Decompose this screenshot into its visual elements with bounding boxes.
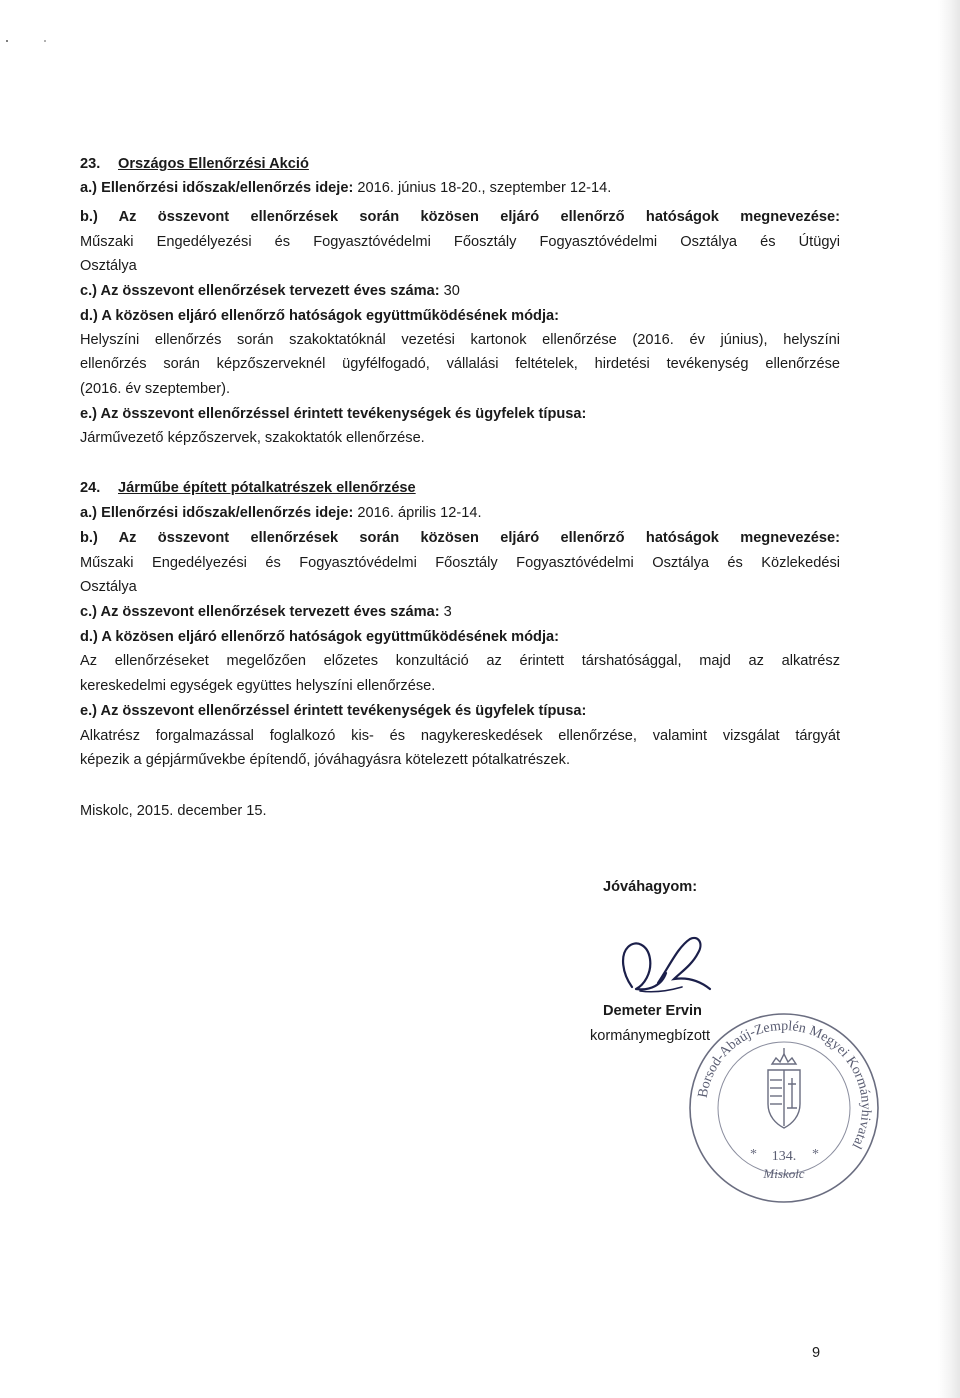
approval-label: Jóváhagyom: xyxy=(603,879,698,895)
section-23-b-value: Osztálya xyxy=(80,258,137,274)
section-23-a xyxy=(80,178,611,198)
item-label: a.) Ellenőrzési időszak/ellenőrzés ideje: xyxy=(80,180,354,196)
section-24-b-label: b.) Az összevont ellenőrzések során közösen eljáró ellenőrző hatóságok megnevezése: xyxy=(80,530,840,546)
section-23-e-value: Járművezető képzőszervek, szakoktatók ellenőrzése. xyxy=(80,430,425,446)
item-label: c.) Az összevont ellenőrzések tervezett éves száma: xyxy=(80,604,440,620)
signer-name: Demeter Ervin xyxy=(603,1003,702,1019)
stamp-star-icon: * xyxy=(812,1147,819,1162)
section-24-d-label: d.) A közösen eljáró ellenőrző hatóságok együttműködésének módja: xyxy=(80,629,559,645)
handwritten-signature xyxy=(610,925,730,1005)
item-label: c.) Az összevont ellenőrzések tervezett éves száma: xyxy=(80,283,440,299)
section-title: Országos Ellenőrzési Akció xyxy=(118,156,309,172)
section-title: Járműbe épített pótalkatrészek ellenőrzése xyxy=(118,480,416,496)
signer-title: kormánymegbízott xyxy=(590,1028,711,1044)
section-24-e-value: Alkatrész forgalmazással foglalkozó kis- és nagykereskedések ellenőrzése, valamint vizsgálat tárgyát xyxy=(80,728,840,744)
section-24-c xyxy=(80,602,452,622)
coat-of-arms-icon xyxy=(768,1048,800,1128)
item-value: 30 xyxy=(439,283,460,299)
section-24-heading xyxy=(80,478,416,498)
stamp-star-icon: * xyxy=(750,1147,757,1162)
section-number: 23. xyxy=(80,156,101,172)
section-23-b-label: b.) Az összevont ellenőrzések során közösen eljáró ellenőrző hatóságok megnevezése: xyxy=(80,209,840,225)
item-value: 2016. június 18-20., szeptember 12-14. xyxy=(353,180,612,196)
section-24-e-label: e.) Az összevont ellenőrzéssel érintett tevékenységek és ügyfelek típusa: xyxy=(80,703,587,719)
section-23-d-value: ellenőrzés során képzőszerveknél ügyfélfogadó, vállalási feltételek, hirdetési tevékenység ellenőrzése xyxy=(80,356,840,372)
scan-speck xyxy=(6,40,8,42)
section-23-d-value: (2016. év szeptember). xyxy=(80,381,231,397)
scan-speck xyxy=(44,40,46,42)
section-23-d-value: Helyszíni ellenőrzés során szakoktatóknál vezetési kartonok ellenőrzése (2016. év június), helyszíni xyxy=(80,332,840,348)
scan-edge-shadow xyxy=(938,0,960,1398)
place-date: Miskolc, 2015. december 15. xyxy=(80,803,267,819)
section-24-d-value: kereskedelmi egységek együttes helyszíni ellenőrzése. xyxy=(80,678,436,694)
section-23-d-label: d.) A közösen eljáró ellenőrző hatóságok együttműködésének módja: xyxy=(80,308,559,324)
stamp-ring-text: Borsod-Abaúj-Zemplén Megyei Kormányhivatal xyxy=(695,1018,874,1152)
section-23-c xyxy=(80,281,460,301)
official-stamp xyxy=(684,1008,884,1208)
section-24-d-value: Az ellenőrzéseket megelőzően előzetes konzultáció az érintett társhatósággal, majd az alkatrész xyxy=(80,653,840,669)
section-23-b-value: Műszaki Engedélyezési és Fogyasztóvédelmi Főosztály Fogyasztóvédelmi Osztálya és Útügyi xyxy=(80,234,840,250)
section-23-heading xyxy=(80,154,309,174)
stamp-number: 134. xyxy=(771,1149,797,1164)
page-number: 9 xyxy=(812,1345,821,1361)
item-value: 2016. április 12-14. xyxy=(353,505,482,521)
item-label: a.) Ellenőrzési időszak/ellenőrzés ideje: xyxy=(80,505,354,521)
section-24-b-value: Műszaki Engedélyezési és Fogyasztóvédelmi Főosztály Fogyasztóvédelmi Osztálya és Közlekedési xyxy=(80,555,840,571)
section-number: 24. xyxy=(80,480,101,496)
section-24-a xyxy=(80,503,482,523)
section-23-e-label: e.) Az összevont ellenőrzéssel érintett tevékenységek és ügyfelek típusa: xyxy=(80,406,587,422)
section-24-b-value: Osztálya xyxy=(80,579,137,595)
stamp-city: Miskolc xyxy=(763,1166,805,1181)
section-24-e-value: képezik a gépjárművekbe építendő, jóváhagyásra kötelezett pótalkatrészek. xyxy=(80,752,570,768)
item-value: 3 xyxy=(439,604,452,620)
